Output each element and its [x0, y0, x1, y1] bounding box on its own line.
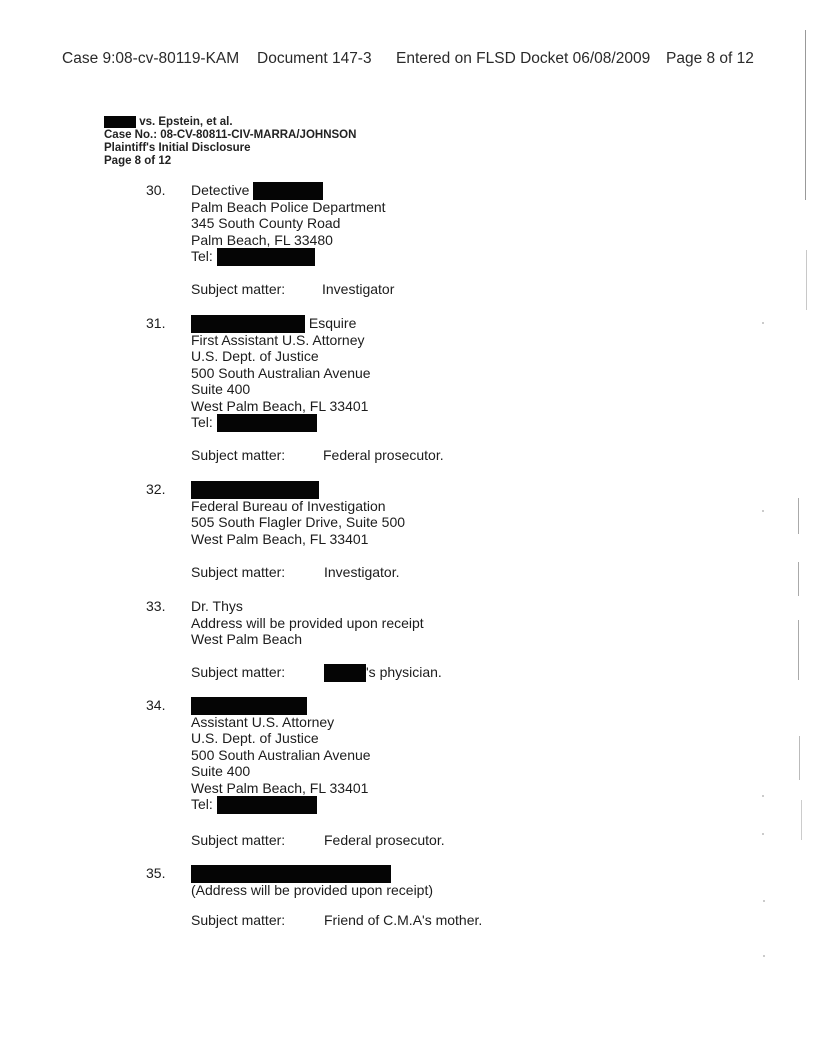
- entry-title: Dr. Thys: [191, 598, 243, 614]
- scan-artifact: [799, 736, 800, 780]
- entry-line: 500 South Australian Avenue: [191, 746, 371, 763]
- redaction: [191, 481, 319, 499]
- scan-artifact: [762, 510, 764, 512]
- subject-value: Federal prosecutor.: [323, 447, 444, 463]
- redaction: [324, 664, 366, 682]
- scan-artifact: [762, 322, 764, 324]
- scan-artifact: [762, 833, 764, 835]
- subject-value: 's physician.: [366, 664, 442, 680]
- scan-artifact: [805, 30, 806, 200]
- entry-line: 500 South Australian Avenue: [191, 364, 371, 381]
- entry-line: First Assistant U.S. Attorney: [191, 331, 365, 348]
- caption-page: Page 8 of 12: [104, 155, 172, 168]
- caption-parties: vs. Epstein, et al.: [139, 116, 233, 129]
- entry-line: Suite 400: [191, 763, 251, 779]
- entry-line: West Palm Beach, FL 33401: [191, 397, 369, 414]
- scan-artifact: [762, 795, 764, 797]
- subject-value: Investigator.: [324, 564, 400, 580]
- entry-line: 345 South County Road: [191, 215, 341, 231]
- redaction: [217, 796, 317, 814]
- subject-label: Subject matter:: [191, 912, 286, 928]
- document-number: Document 147-3: [257, 50, 372, 67]
- entry-title: Detective: [191, 182, 250, 198]
- entry-line: Federal Bureau of Investigation: [191, 497, 386, 514]
- redaction: [104, 116, 136, 128]
- entry-number: 33.: [146, 598, 166, 614]
- subject-label: Subject matter:: [191, 832, 286, 848]
- redaction: [191, 865, 391, 883]
- entry-number: 31.: [146, 315, 166, 331]
- redaction: [217, 248, 315, 266]
- caption-case-no: Case No.: 08-CV-80811-CIV-MARRA/JOHNSON: [104, 129, 357, 142]
- subject-value: Friend of C.M.A's mother.: [324, 912, 483, 928]
- entry-title: Esquire: [308, 315, 357, 331]
- docket-entry: Entered on FLSD Docket 06/08/2009: [396, 50, 651, 67]
- subject-value: Investigator: [322, 281, 395, 297]
- subject-label: Subject matter:: [191, 664, 286, 680]
- case-caption: [104, 116, 356, 168]
- entry-line: U.S. Dept. of Justice: [191, 348, 319, 364]
- scan-artifact: [763, 900, 765, 902]
- redaction: [191, 315, 305, 333]
- scan-artifact: [798, 620, 799, 680]
- scan-artifact: [798, 562, 799, 596]
- scan-artifact: [806, 250, 807, 310]
- tel-label: Tel:: [191, 414, 213, 430]
- entry-line: Palm Beach Police Department: [191, 198, 386, 215]
- entry-line: Assistant U.S. Attorney: [191, 713, 335, 730]
- entry-number: 35.: [146, 865, 166, 881]
- scan-artifact: [801, 800, 802, 840]
- subject-label: Subject matter:: [191, 564, 286, 580]
- tel-label: Tel:: [191, 248, 213, 264]
- entry-line: West Palm Beach, FL 33401: [191, 530, 369, 547]
- entry-number: 30.: [146, 182, 166, 198]
- entry-line: Palm Beach, FL 33480: [191, 231, 333, 248]
- scan-artifact: [798, 498, 799, 534]
- subject-value: Federal prosecutor.: [324, 832, 445, 848]
- entry-line: West Palm Beach: [191, 631, 303, 647]
- entry-number: 32.: [146, 481, 166, 497]
- scan-artifact: [763, 955, 765, 957]
- tel-label: Tel:: [191, 796, 213, 812]
- redaction: [191, 697, 307, 715]
- entry-line: (Address will be provided upon receipt): [191, 881, 434, 898]
- redaction: [253, 182, 323, 200]
- entry-line: Suite 400: [191, 381, 251, 397]
- entry-number: 34.: [146, 697, 166, 713]
- case-number: Case 9:08-cv-80119-KAM: [62, 50, 240, 67]
- entry-line: 505 South Flagler Drive, Suite 500: [191, 514, 406, 530]
- caption-doc-title: Plaintiff's Initial Disclosure: [104, 142, 251, 155]
- entry-line: West Palm Beach, FL 33401: [191, 779, 369, 796]
- subject-label: Subject matter:: [191, 447, 286, 463]
- entry-line: U.S. Dept. of Justice: [191, 730, 319, 746]
- entry-line: Address will be provided upon receipt: [191, 614, 424, 631]
- docket-page: Page 8 of 12: [666, 50, 754, 67]
- subject-label: Subject matter:: [191, 281, 286, 297]
- redaction: [217, 414, 317, 432]
